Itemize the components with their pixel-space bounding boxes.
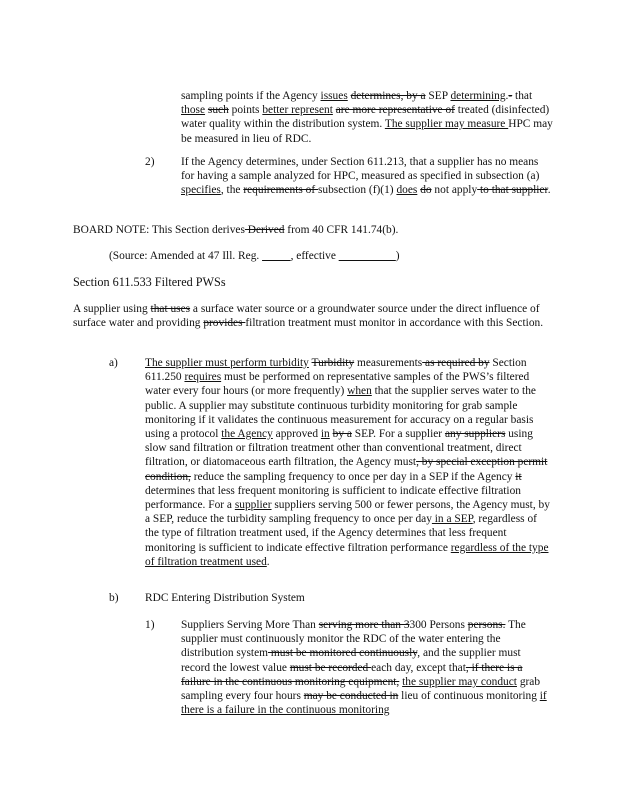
inserted-text: in bbox=[320, 428, 330, 441]
text-run: lieu of continuous monitoring bbox=[398, 690, 540, 703]
text-run: treated (disinfected) water quality within the distribution system. bbox=[181, 104, 550, 131]
inserted-text: issues bbox=[320, 90, 348, 102]
inserted-text: determining bbox=[450, 90, 506, 102]
text-run: sampling points if the Agency bbox=[181, 90, 321, 102]
inserted-text: if there is a failure in the continuous monitoring bbox=[181, 690, 547, 717]
inserted-text: the Agency bbox=[221, 428, 273, 441]
text-run: must be performed on representative samples of the PWS’s filtered water every four hours (or more frequently) bbox=[145, 371, 530, 398]
text-run: not apply bbox=[431, 184, 478, 197]
text-run: A supplier using bbox=[73, 303, 151, 315]
text-run: . bbox=[547, 184, 551, 197]
item-a-text bbox=[145, 356, 550, 569]
inserted-text: regardless of the type of filtration treatment used bbox=[145, 541, 549, 568]
text-run: that the supplier serves water to the public. A supplier may substitute continuous turbidity monitoring for grab sample monitoring if it validates the continuous measurement for accuracy on a regular basis using a protocol bbox=[145, 385, 536, 441]
deleted-text: determines, by a bbox=[350, 90, 426, 102]
deleted-text: - bbox=[508, 90, 513, 102]
text-run: subsection (f)(1) bbox=[317, 184, 397, 197]
deleted-text: to that supplier bbox=[477, 184, 548, 197]
inserted-text: The supplier may measure bbox=[384, 118, 509, 131]
text-run: BOARD NOTE: This Section derives bbox=[73, 224, 245, 236]
deleted-text: , if there is a failure in the continuous monitoring equipment, bbox=[181, 661, 523, 688]
deleted-text: serving more than 3 bbox=[318, 619, 410, 631]
source-note bbox=[109, 249, 549, 263]
deleted-text: may be conducted in bbox=[303, 690, 399, 703]
text-run: , the bbox=[220, 184, 244, 197]
text-run: filtration treatment must monitor in accordance with this Section. bbox=[245, 317, 544, 330]
deleted-text: do bbox=[420, 184, 432, 197]
continuation-paragraph bbox=[181, 89, 553, 146]
section-heading: Section 611.533 Filtered PWSs bbox=[73, 275, 226, 289]
text-run: Suppliers Serving More Than bbox=[181, 619, 319, 631]
text-run: The supplier must continuously monitor the RDC of the water entering the distribution system bbox=[181, 619, 526, 660]
inserted-text: _____ bbox=[262, 250, 291, 262]
text-run: ) bbox=[395, 250, 400, 262]
inserted-text: better represent bbox=[262, 104, 333, 117]
text-run: . bbox=[266, 555, 270, 568]
text-run: If the Agency determines, under Section 611.213, that a supplier has no means for having a sample analyzed for HPC, measured as specified in subsection (a) bbox=[181, 156, 540, 183]
item-b-heading: RDC Entering Distribution System bbox=[145, 592, 305, 604]
deleted-text: are more representative of bbox=[335, 104, 455, 117]
text-run: HPC may be measured in lieu of RDC. bbox=[181, 118, 553, 145]
inserted-text: specifies bbox=[181, 184, 221, 197]
inserted-text: the supplier may conduct bbox=[402, 675, 517, 688]
inserted-text: supplier bbox=[234, 499, 272, 512]
item-b1-text bbox=[181, 618, 551, 717]
item-b-label: b) bbox=[109, 592, 119, 604]
deleted-text: must be monitored continuously bbox=[268, 647, 418, 660]
inserted-text: does bbox=[396, 184, 418, 197]
text-run: each day, except that bbox=[371, 661, 466, 674]
inserted-text: The supplier must perform turbidity bbox=[145, 357, 309, 369]
deleted-text: such bbox=[207, 104, 229, 117]
deleted-text: as required by bbox=[422, 357, 490, 369]
deleted-text: , by special exception permit condition, bbox=[145, 456, 548, 483]
inserted-text: __________ bbox=[338, 250, 396, 262]
item-2-number: 2) bbox=[145, 156, 155, 168]
deleted-text: Turbidity bbox=[311, 357, 355, 369]
intro-paragraph bbox=[73, 302, 549, 330]
text-run: , regardless of the type of filtration treatment used, if the Agency determines that less frequent monitoring is sufficient to indicate effective filtration performance bbox=[145, 513, 537, 554]
deleted-text: it bbox=[515, 470, 522, 483]
inserted-text: requires bbox=[184, 371, 222, 384]
deleted-text: any suppliers bbox=[444, 428, 506, 441]
text-run: using slow sand filtration or filtration treatment other than conventional treatment, direct filtration, or diatomaceous earth filtration, the Agency must bbox=[145, 428, 533, 469]
text-run: , effective bbox=[290, 250, 339, 262]
board-note bbox=[73, 223, 553, 237]
text-run: points bbox=[228, 104, 263, 117]
item-b1-number: 1) bbox=[145, 619, 155, 631]
inserted-text: in a SEP bbox=[431, 513, 473, 526]
text-run: determines that less frequent monitoring is sufficient to indicate effective filtration performance. For a bbox=[145, 484, 521, 512]
text-run: that bbox=[512, 90, 533, 102]
text-run: Section 611.250 bbox=[145, 357, 527, 384]
text-run: approved bbox=[272, 428, 321, 441]
item-a-label: a) bbox=[109, 357, 118, 369]
deleted-text: Derived bbox=[244, 224, 285, 236]
text-run: suppliers serving 500 or fewer persons, the Agency must, by a SEP, reduce the turbidity sampling frequency to once per day bbox=[145, 499, 550, 526]
deleted-text: requirements of bbox=[243, 184, 318, 197]
inserted-text: those bbox=[181, 104, 206, 117]
text-run: , and the supplier must record the lowest value bbox=[181, 647, 521, 674]
text-run: SEP bbox=[425, 90, 451, 102]
deleted-text: provides bbox=[203, 317, 246, 330]
text-run: grab sampling every four hours bbox=[181, 675, 541, 703]
text-run: SEP. For a supplier bbox=[351, 428, 445, 441]
text-run: from 40 CFR 141.74(b). bbox=[284, 224, 399, 236]
deleted-text: must be recorded bbox=[289, 661, 372, 674]
text-run: a surface water source or a groundwater source under the direct influence of surface water and providing bbox=[73, 303, 540, 330]
text-run: . bbox=[505, 90, 509, 102]
item-2-text bbox=[181, 155, 551, 198]
text-run: 300 Persons bbox=[409, 619, 468, 631]
text-run: (Source: Amended at 47 Ill. Reg. bbox=[109, 250, 263, 262]
deleted-text: that uses bbox=[150, 303, 191, 315]
deleted-text: persons. bbox=[467, 619, 506, 631]
inserted-text: when bbox=[347, 385, 372, 398]
text-run: measurements bbox=[354, 357, 423, 369]
deleted-text: by a bbox=[332, 428, 352, 441]
text-run: reduce the sampling frequency to once per day in a SEP if the Agency bbox=[190, 470, 516, 483]
